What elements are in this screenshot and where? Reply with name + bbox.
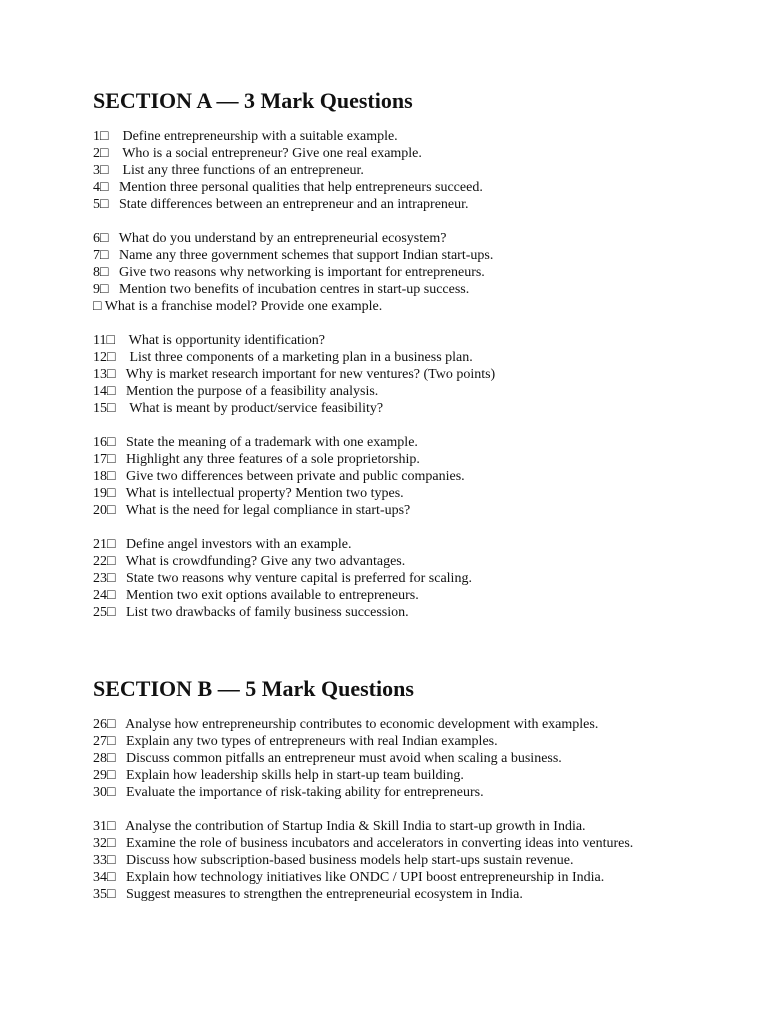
section-a-questions	[93, 128, 733, 621]
question-3: 3□ List any three functions of an entrepreneur.	[93, 163, 364, 178]
question-26: 26□ Analyse how entrepreneurship contributes to economic development with examples.	[93, 717, 599, 732]
question-20: 20□ What is the need for legal compliance in start-ups?	[93, 503, 411, 518]
section-b	[93, 676, 733, 920]
question-15: 15□ What is meant by product/service feasibility?	[93, 401, 384, 416]
question-28: 28□ Discuss common pitfalls an entrepreneur must avoid when scaling a business.	[93, 751, 562, 766]
question-23: 23□ State two reasons why venture capital is preferred for scaling.	[93, 571, 472, 586]
question-27: 27□ Explain any two types of entrepreneurs with real Indian examples.	[93, 734, 498, 749]
question-14: 14□ Mention the purpose of a feasibility analysis.	[93, 384, 379, 399]
question-31: 31□ Analyse the contribution of Startup India & Skill India to start-up growth in India.	[93, 819, 586, 834]
question-21: 21□ Define angel investors with an example.	[93, 537, 352, 552]
question-1: 1□ Define entrepreneurship with a suitable example.	[93, 129, 398, 144]
section-b-heading: SECTION B — 5 Mark Questions	[93, 676, 414, 701]
question-35: 35□ Suggest measures to strengthen the entrepreneurial ecosystem in India.	[93, 887, 523, 902]
question-11: 11□ What is opportunity identification?	[93, 333, 326, 348]
question-18: 18□ Give two differences between private and public companies.	[93, 469, 465, 484]
question-4: 4□ Mention three personal qualities that help entrepreneurs succeed.	[93, 180, 483, 195]
question-29: 29□ Explain how leadership skills help in start-up team building.	[93, 768, 464, 783]
section-a-heading: SECTION A — 3 Mark Questions	[93, 88, 413, 113]
question-33: 33□ Discuss how subscription-based business models help start-ups sustain revenue.	[93, 853, 574, 868]
question-group	[93, 818, 733, 903]
question-group	[93, 716, 733, 801]
question-32: 32□ Examine the role of business incubators and accelerators in converting ideas into ventures.	[93, 836, 634, 851]
question-group	[93, 332, 733, 417]
question-24: 24□ Mention two exit options available to entrepreneurs.	[93, 588, 419, 603]
question-5: 5□ State differences between an entrepreneur and an intrapreneur.	[93, 197, 469, 212]
question-22: 22□ What is crowdfunding? Give any two advantages.	[93, 554, 406, 569]
question-2: 2□ Who is a social entrepreneur? Give one real example.	[93, 146, 422, 161]
question-17: 17□ Highlight any three features of a sole proprietorship.	[93, 452, 420, 467]
question-10: □ What is a franchise model? Provide one example.	[93, 299, 383, 314]
question-34: 34□ Explain how technology initiatives like ONDC / UPI boost entrepreneurship in India.	[93, 870, 605, 885]
question-13: 13□ Why is market research important for new ventures? (Two points)	[93, 367, 496, 382]
question-30: 30□ Evaluate the importance of risk-taking ability for entrepreneurs.	[93, 785, 484, 800]
question-group	[93, 128, 733, 213]
question-8: 8□ Give two reasons why networking is important for entrepreneurs.	[93, 265, 485, 280]
question-7: 7□ Name any three government schemes that support Indian start-ups.	[93, 248, 494, 263]
question-9: 9□ Mention two benefits of incubation centres in start-up success.	[93, 282, 470, 297]
question-group	[93, 230, 733, 315]
question-group	[93, 434, 733, 519]
question-12: 12□ List three components of a marketing plan in a business plan.	[93, 350, 473, 365]
question-25: 25□ List two drawbacks of family business succession.	[93, 605, 409, 620]
section-b-questions	[93, 716, 733, 903]
section-a	[93, 88, 733, 638]
question-6: 6□ What do you understand by an entrepreneurial ecosystem?	[93, 231, 447, 246]
question-19: 19□ What is intellectual property? Mention two types.	[93, 486, 404, 501]
question-group	[93, 536, 733, 621]
question-16: 16□ State the meaning of a trademark with one example.	[93, 435, 418, 450]
